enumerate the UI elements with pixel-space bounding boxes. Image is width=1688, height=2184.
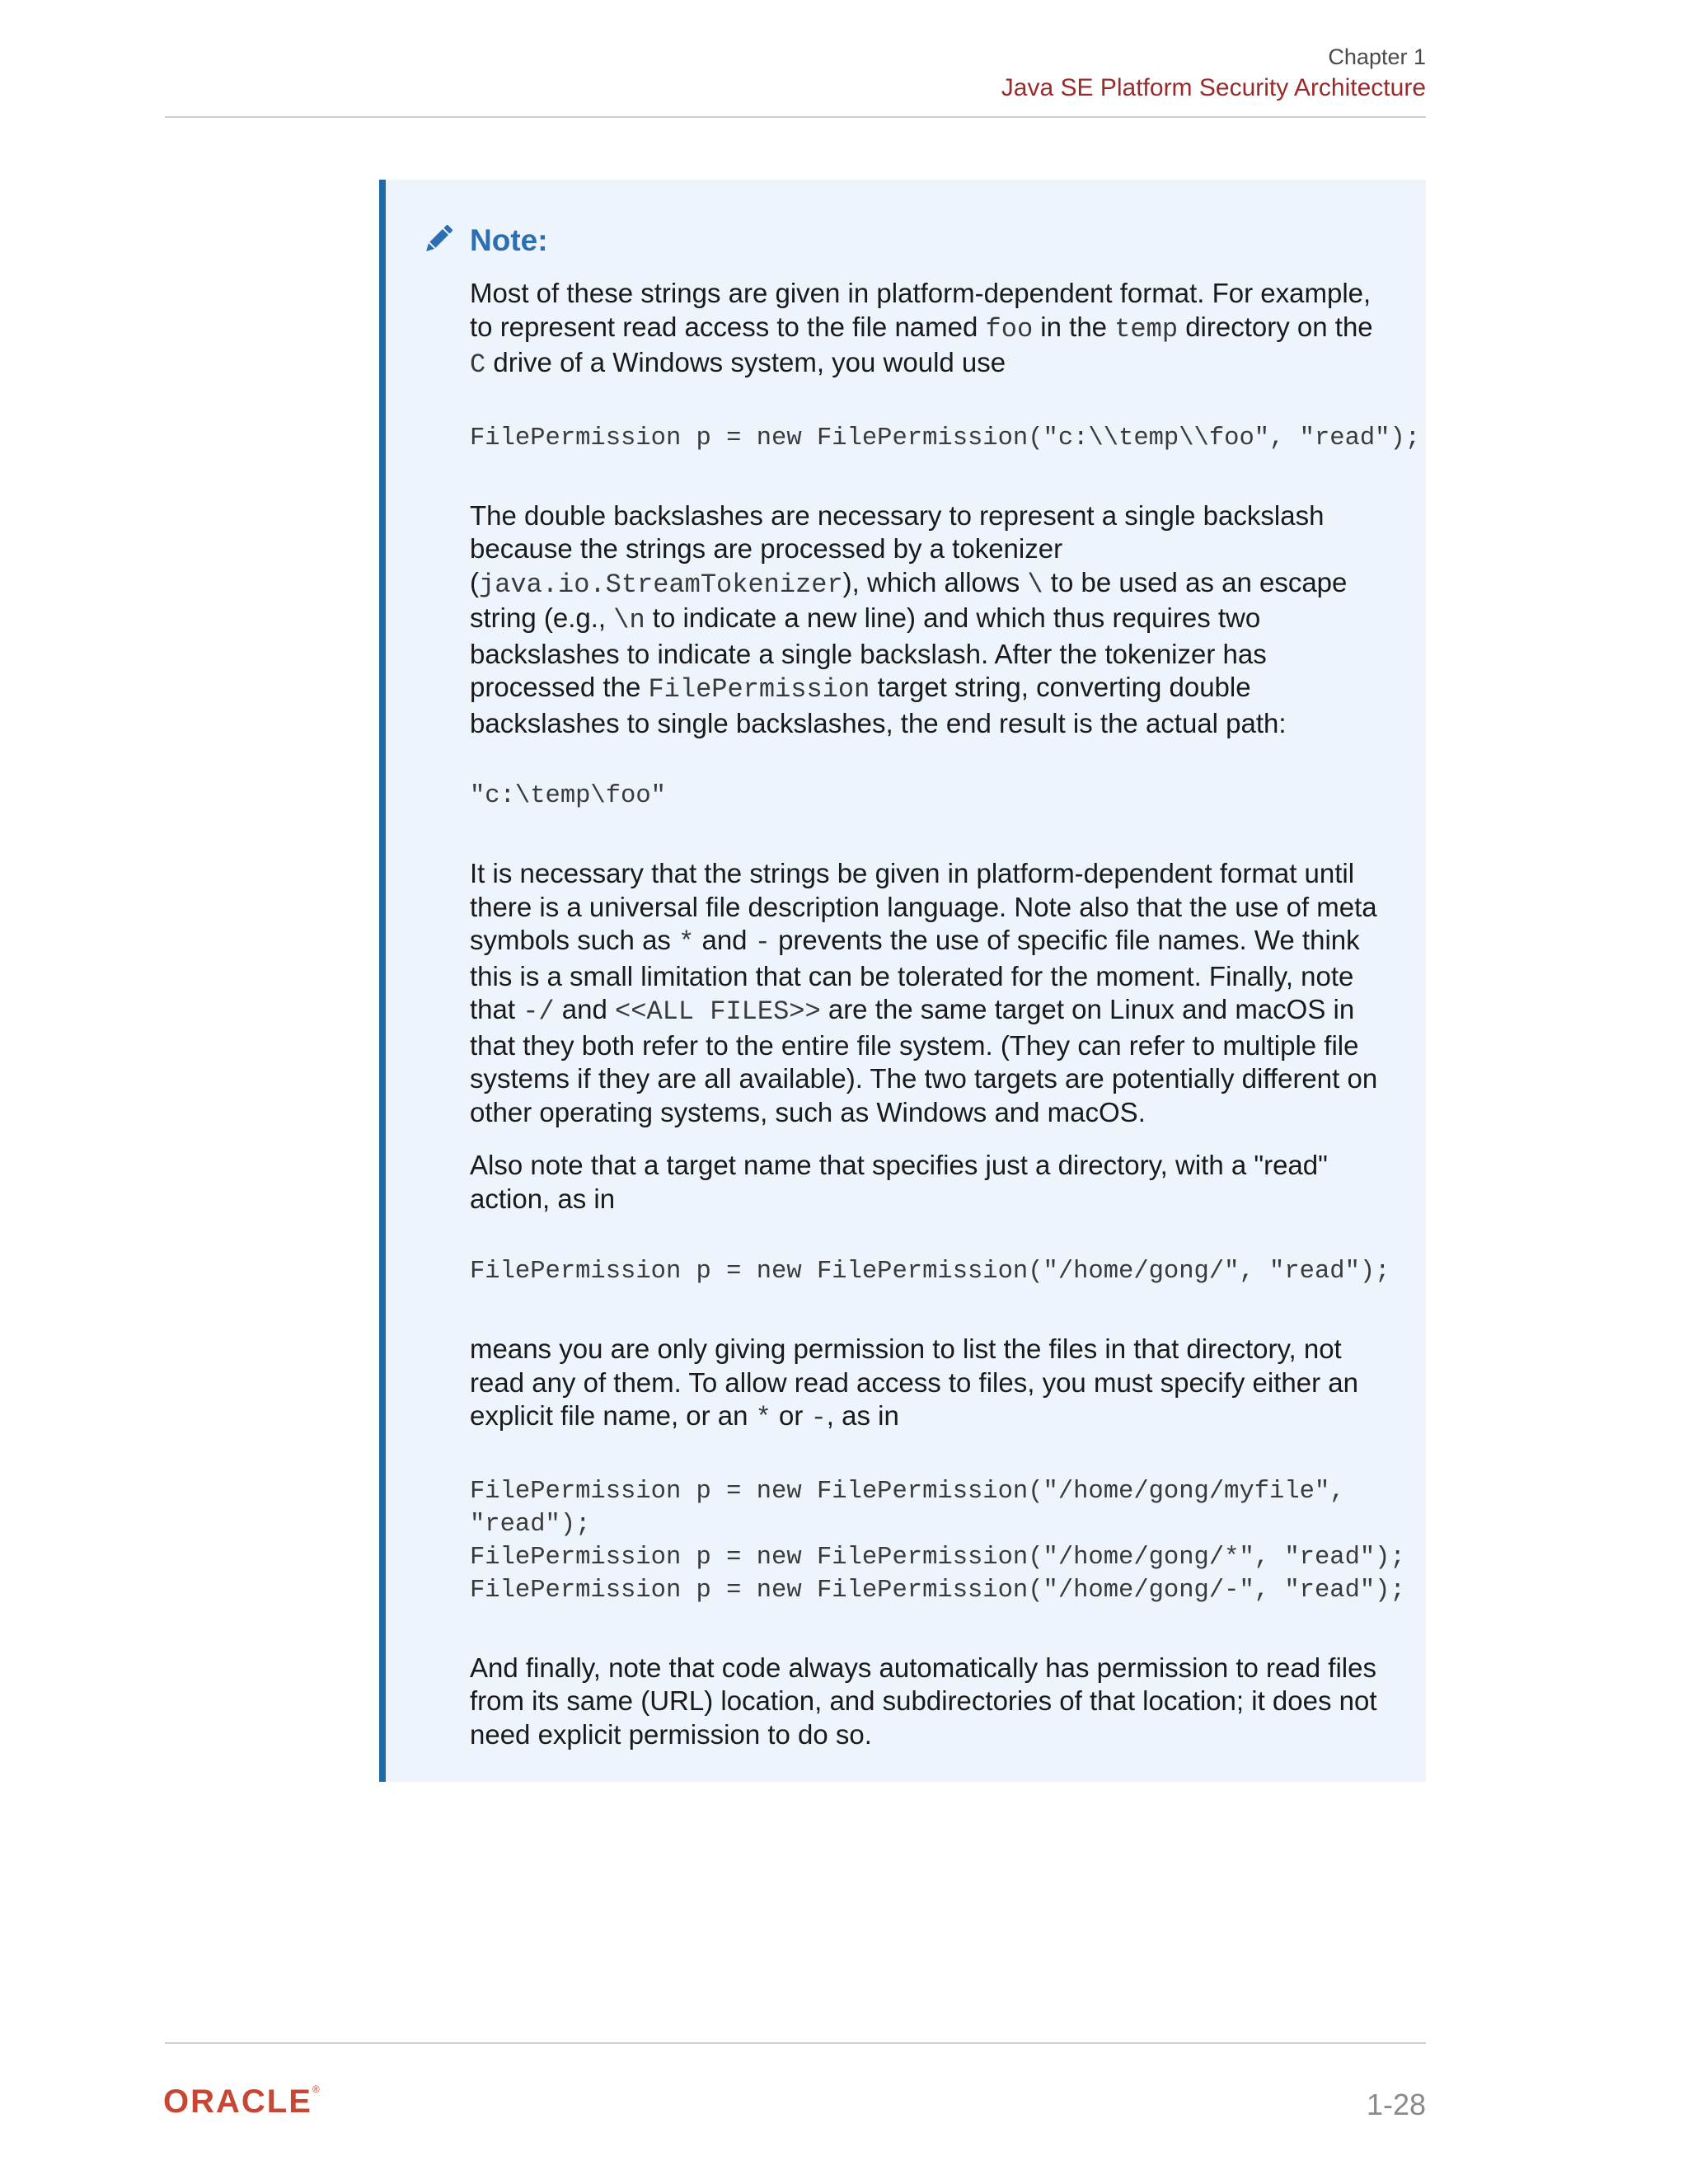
note-paragraph: And finally, note that code always automatically has permission to read files from its same (URL) location, and subdirectories of that location; it does not need explicit permission to do so. [470, 1652, 1377, 1750]
note-paragraph: It is necessary that the strings be given in platform-dependent format until there is a universal file description language. Note also that the use of meta symbols such as * and - prevents the use of specific file names. We think this is a small limitation that can be tolerated for the moment. Finally, note that -/ and <<ALL FILES>> are the same target on Linux and macOS in that they both refer to the entire file system. (They can refer to multiple file systems if they are all available). The two targets are potentially different on other operating systems, such as Windows and macOS. [470, 858, 1378, 1127]
note-label: Note: [470, 223, 548, 257]
inline-code: \ [1027, 569, 1043, 600]
inline-code: - [754, 927, 771, 958]
inline-code: \n [613, 605, 645, 635]
note-paragraph: Most of these strings are given in platform-dependent format. For example, to represent read access to the file named foo in the temp directory on the C drive of a Windows system, you would use [470, 278, 1373, 380]
code-block: FilePermission p = new FilePermission("c:\\temp\\foo", "read"); [470, 424, 1421, 452]
registered-mark: ® [312, 2083, 320, 2095]
note-paragraph: means you are only giving permission to list the files in that directory, not read any of them. To allow read access to files, you must specify either an explicit file name, or an * or -, as in [470, 1333, 1358, 1433]
code-block: FilePermission p = new FilePermission("/home/gong/myfile", "read"); FilePermission p = new FilePermission("/home/gong/*", "read"); FilePermission p = new FilePermission("/home/gong/-", "read"); [470, 1477, 1405, 1605]
inline-code: -/ [523, 996, 555, 1027]
page-number: 1-28 [1366, 2088, 1426, 2121]
footer-divider [165, 2042, 1426, 2044]
note-paragraph: Also note that a target name that specifies just a directory, with a "read" action, as in [470, 1150, 1328, 1214]
note-box [379, 180, 1426, 1782]
page-header [1001, 43, 1426, 104]
inline-code: * [678, 927, 695, 958]
note-heading [420, 223, 548, 259]
inline-code: * [755, 1403, 771, 1433]
oracle-logo-text: ORACLE [163, 2083, 312, 2120]
inline-code: C [470, 349, 486, 380]
note-content [470, 277, 1421, 1751]
inline-code: - [810, 1403, 827, 1433]
note-paragraph: The double backslashes are necessary to represent a single backslash because the strings are processed by a tokenizer (java.io.StreamTokenizer), which allows \ to be used as an escape string (e.g., \n to indicate a new line) and which thus requires two backslashes to indicate a single backslash. After the tokenizer has processed the FilePermission target string, converting double backslashes to single backslashes, the end result is the actual path: [470, 499, 1348, 738]
chapter-title: Java SE Platform Security Architecture [1001, 74, 1426, 101]
inline-code: foo [985, 313, 1034, 344]
code-block: "c:\temp\foo" [470, 782, 666, 810]
inline-code: temp [1114, 313, 1179, 344]
header-divider [165, 116, 1426, 118]
inline-code: <<ALL FILES>> [615, 996, 821, 1027]
code-block: FilePermission p = new FilePermission("/home/gong/", "read"); [470, 1258, 1390, 1286]
oracle-logo [163, 2083, 320, 2121]
inline-code: java.io.StreamTokenizer [479, 569, 843, 600]
chapter-number: Chapter 1 [1328, 45, 1426, 69]
inline-code: FilePermission [648, 674, 870, 705]
pencil-icon [420, 221, 457, 261]
